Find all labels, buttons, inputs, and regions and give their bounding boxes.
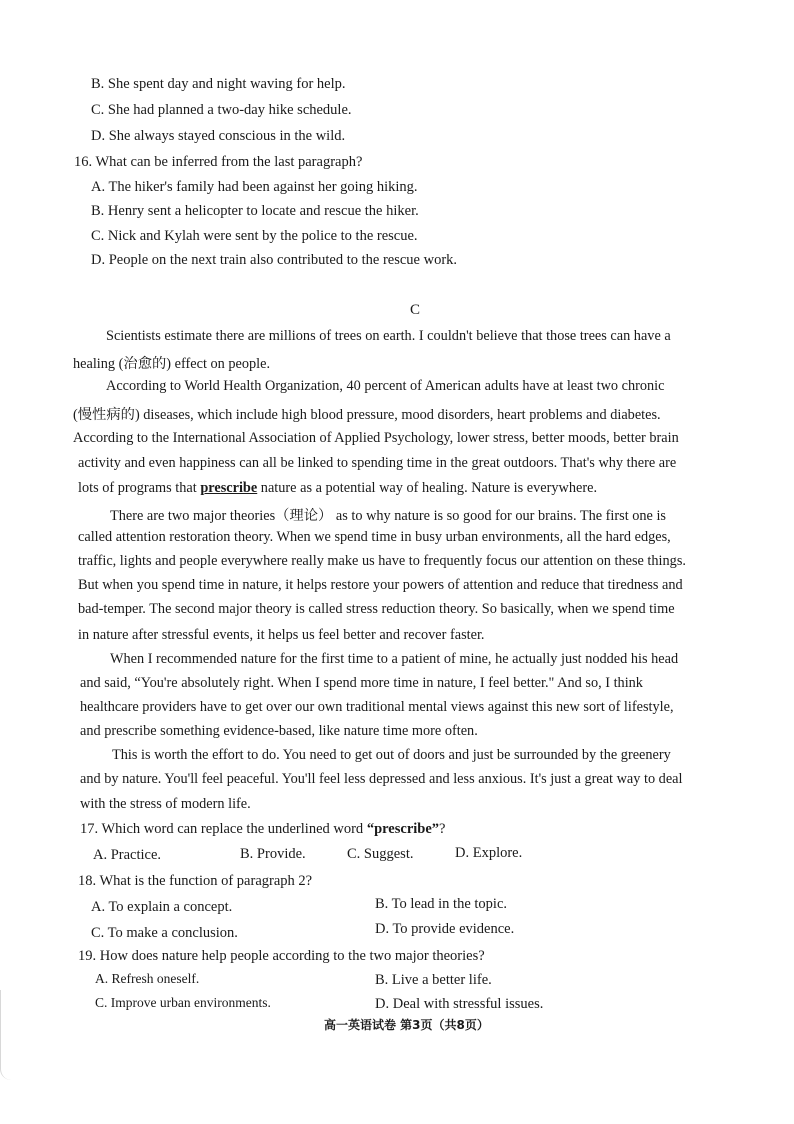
underlined-word-prescribe: prescribe bbox=[200, 480, 258, 496]
passage-line: traffic, lights and people everywhere really make us have to frequently focus our attention on these things. bbox=[78, 553, 686, 569]
q17-option-a: A. Practice. bbox=[93, 847, 162, 863]
passage-line: There are two major theories（理论） as to why nature is so good for our brains. The first one is bbox=[110, 508, 666, 524]
q18-option-b: B. To lead in the topic. bbox=[375, 896, 508, 912]
q17-stem-end: ? bbox=[439, 821, 446, 837]
passage-line: and said, “You're absolutely right. When I spend more time in nature, I feel better." And so, I think bbox=[80, 675, 643, 691]
passage-text: lots of programs that bbox=[78, 480, 201, 496]
passage-line: and prescribe something evidence-based, like nature time more often. bbox=[80, 723, 478, 739]
q18-option-d: D. To provide evidence. bbox=[375, 921, 515, 937]
passage-line: activity and even happiness can all be linked to spending time in the great outdoors. That's why there are bbox=[78, 455, 677, 471]
q16-option-c: C. Nick and Kylah were sent by the police to the rescue. bbox=[91, 228, 418, 244]
q19-option-b: B. Live a better life. bbox=[375, 972, 492, 988]
passage-line: bad-temper. The second major theory is called stress reduction theory. So basically, when we spend time bbox=[78, 601, 675, 617]
q19-option-a: A. Refresh oneself. bbox=[95, 971, 200, 986]
q16-option-d: D. People on the next train also contributed to the rescue work. bbox=[91, 252, 458, 268]
page-footer: 高一英语试卷 第3页（共8页） bbox=[324, 1018, 489, 1032]
passage-line: According to the International Association of Applied Psychology, lower stress, better moods, better brain bbox=[73, 430, 679, 446]
passage-line: (慢性病的) diseases, which include high blood pressure, mood disorders, heart problems and diabetes. bbox=[73, 407, 661, 423]
passage-line: According to World Health Organization, 40 percent of American adults have at least two chronic bbox=[106, 378, 665, 394]
q17-stem bbox=[80, 821, 445, 838]
passage-line: and by nature. You'll feel peaceful. You'll feel less depressed and less anxious. It's just a great way to deal bbox=[80, 771, 683, 787]
q19-stem: 19. How does nature help people according to the two major theories? bbox=[78, 948, 485, 964]
q15-option-b: B. She spent day and night waving for help. bbox=[91, 76, 346, 92]
q18-option-c: C. To make a conclusion. bbox=[91, 925, 238, 941]
q17-option-d: D. Explore. bbox=[455, 845, 523, 861]
passage-line: When I recommended nature for the first time to a patient of mine, he actually just nodded his head bbox=[110, 651, 679, 667]
q16-stem: 16. What can be inferred from the last paragraph? bbox=[74, 154, 363, 170]
q17-stem-word: “prescribe” bbox=[366, 821, 440, 837]
q15-option-d: D. She always stayed conscious in the wild. bbox=[91, 128, 346, 144]
passage-line bbox=[78, 480, 597, 497]
passage-line: in nature after stressful events, it helps us feel better and recover faster. bbox=[78, 627, 485, 643]
passage-line: healthcare providers have to get over our own traditional mental views against this new sort of lifestyle, bbox=[80, 699, 674, 715]
q17-option-c: C. Suggest. bbox=[347, 846, 414, 862]
q17-option-b: B. Provide. bbox=[240, 846, 306, 862]
q16-option-a: A. The hiker's family had been against her going hiking. bbox=[91, 179, 418, 195]
passage-line: But when you spend time in nature, it helps restore your powers of attention and reduce that tiredness and bbox=[78, 577, 683, 593]
passage-line: with the stress of modern life. bbox=[80, 796, 251, 812]
passage-line: healing (治愈的) effect on people. bbox=[73, 356, 271, 372]
passage-line: called attention restoration theory. When we spend time in busy urban environments, all the hard edges, bbox=[78, 529, 671, 545]
q18-stem: 18. What is the function of paragraph 2? bbox=[78, 873, 313, 889]
scan-edge-mark bbox=[0, 990, 11, 1080]
q16-option-b: B. Henry sent a helicopter to locate and rescue the hiker. bbox=[91, 203, 419, 219]
section-label: C bbox=[410, 302, 421, 318]
q19-option-d: D. Deal with stressful issues. bbox=[375, 996, 544, 1012]
q17-stem-text: 17. Which word can replace the underlined word bbox=[80, 821, 367, 837]
q15-option-c: C. She had planned a two-day hike schedule. bbox=[91, 102, 352, 118]
q19-option-c: C. Improve urban environments. bbox=[95, 995, 271, 1010]
passage-line: This is worth the effort to do. You need to get out of doors and just be surrounded by the greenery bbox=[112, 747, 671, 763]
q18-option-a: A. To explain a concept. bbox=[91, 899, 233, 915]
passage-text: nature as a potential way of healing. Nature is everywhere. bbox=[257, 480, 598, 496]
passage-line: Scientists estimate there are millions of trees on earth. I couldn't believe that those trees can have a bbox=[106, 328, 671, 344]
